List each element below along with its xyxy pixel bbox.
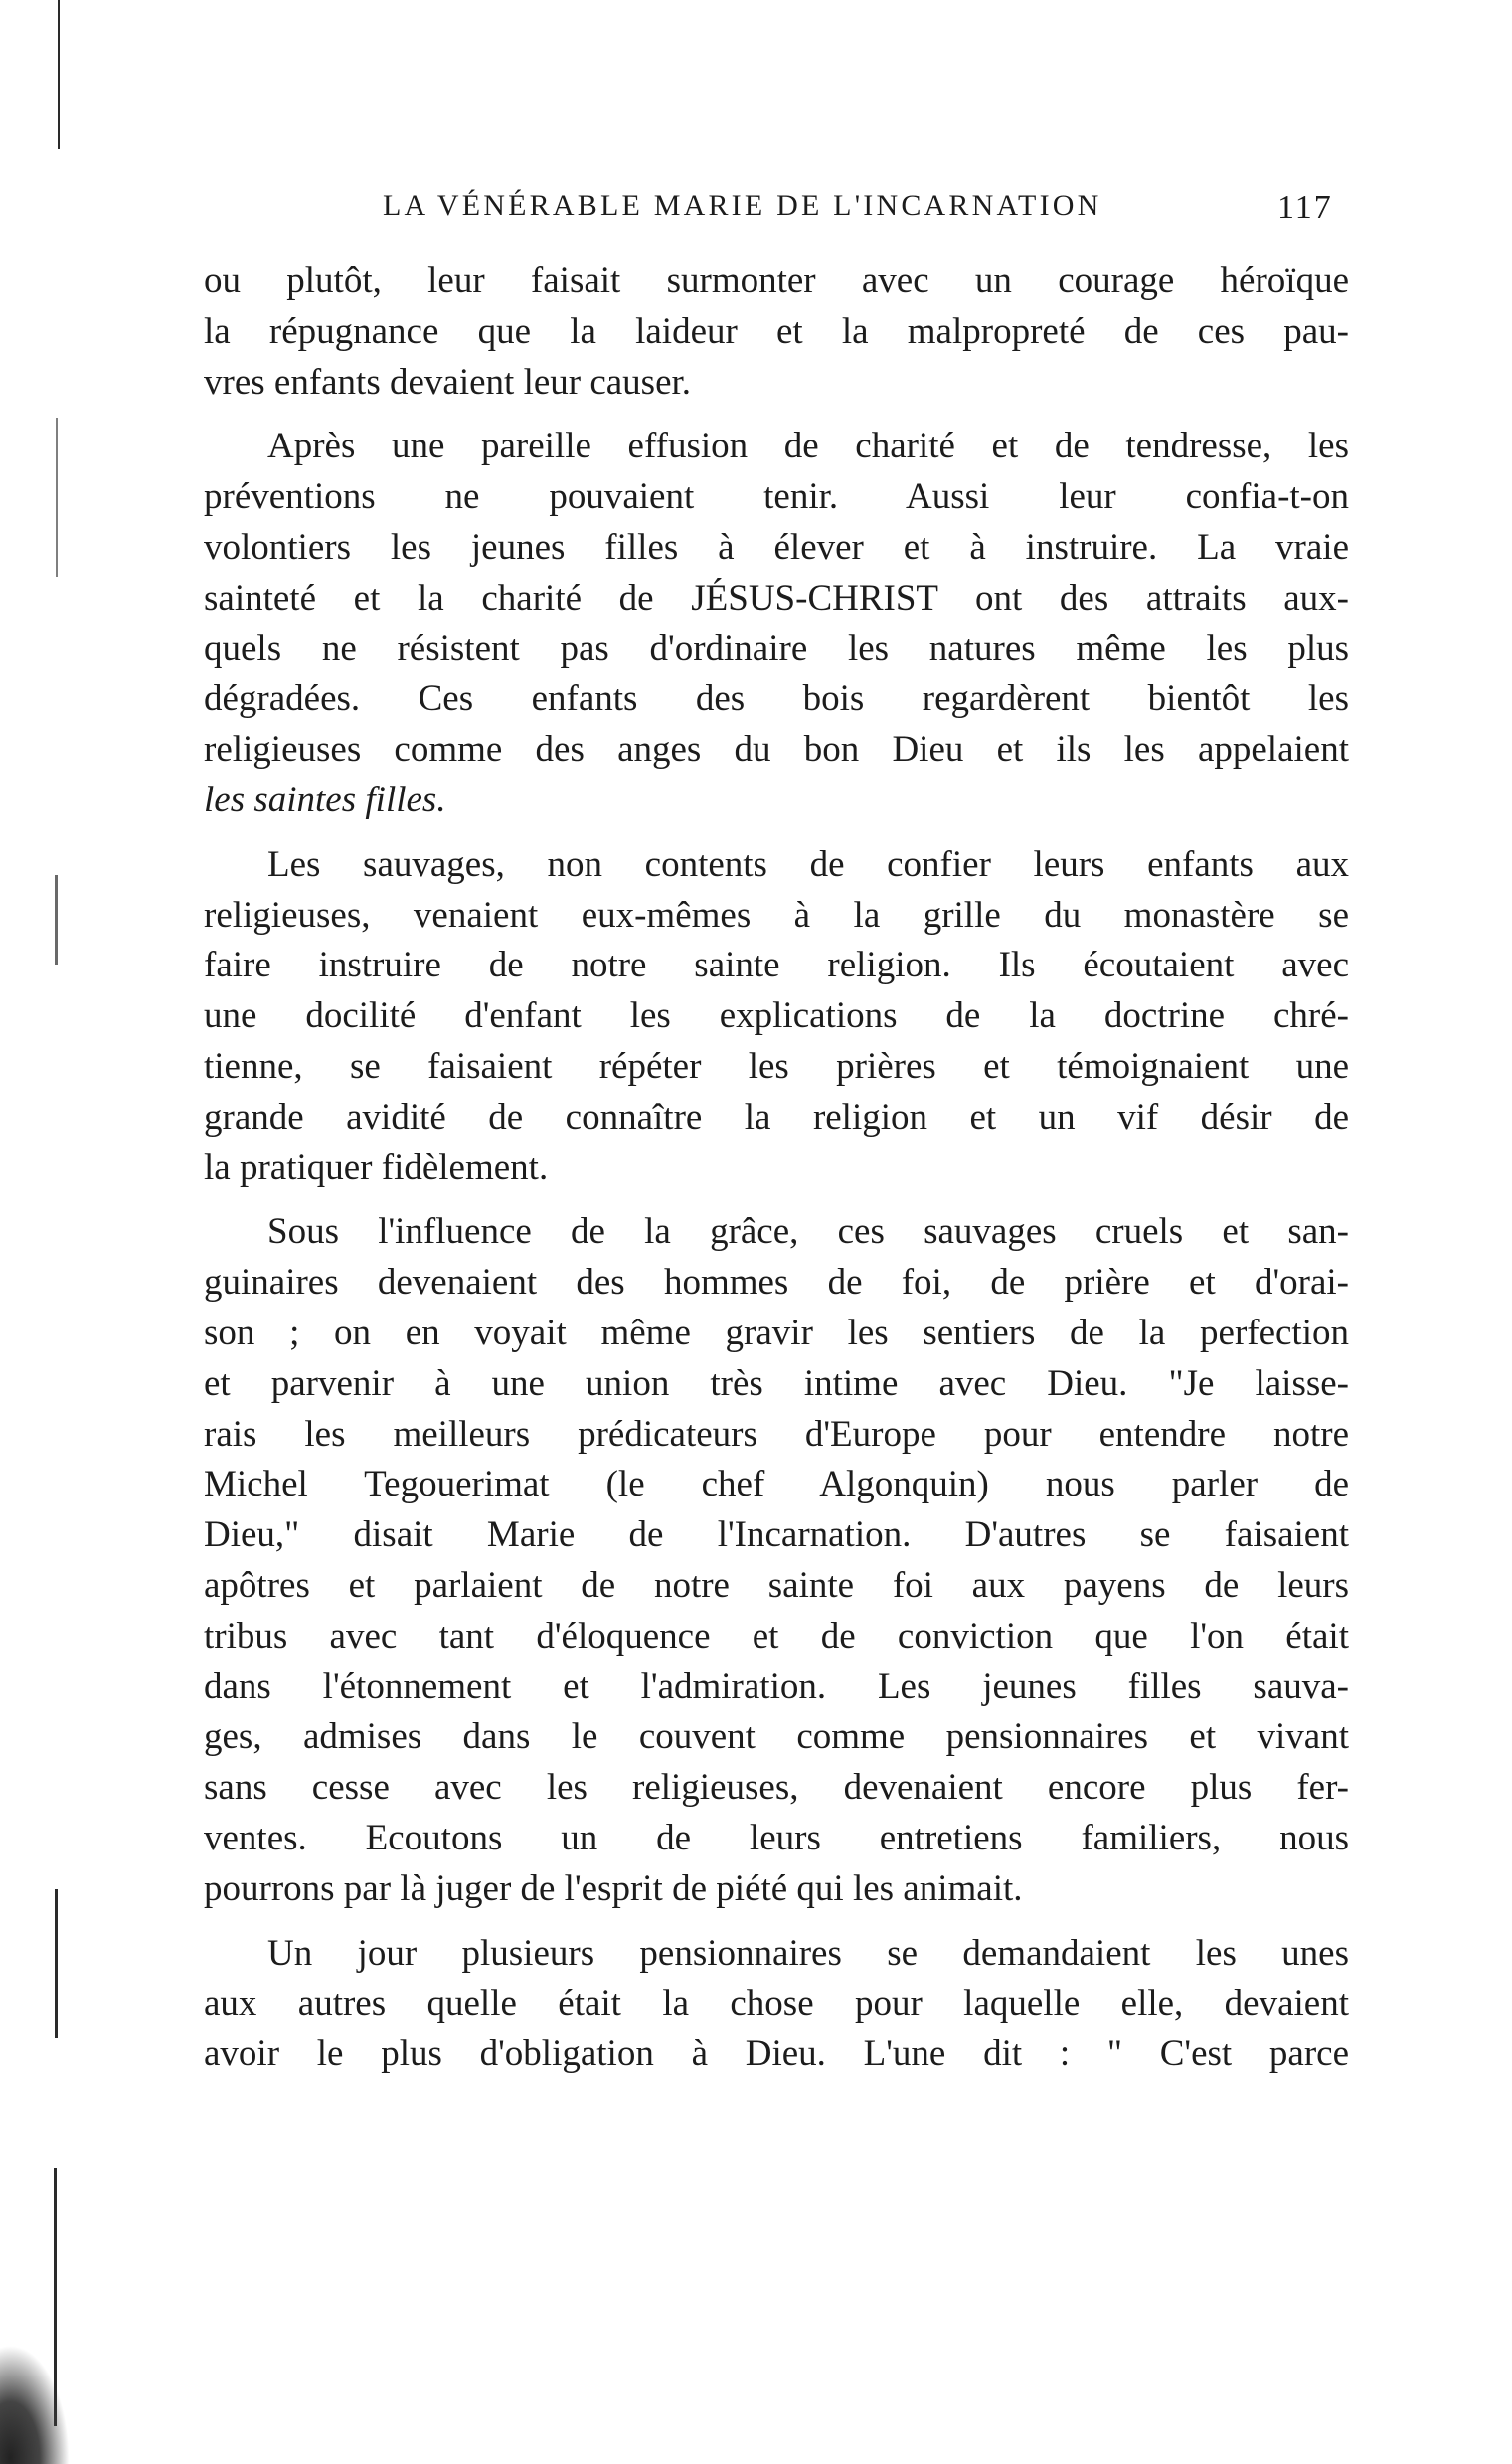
- text-line: vres enfants devaient leur causer.: [204, 361, 692, 403]
- text-line: aux autres quelle était la chose pour laquelle elle, devaient: [204, 1983, 1349, 2024]
- text-line: apôtres et parlaient de notre sainte foi aux payens de leurs: [204, 1564, 1349, 1606]
- text-line: rais les meilleurs prédicateurs d'Europe pour entendre notre: [204, 1413, 1349, 1455]
- text-line: préventions ne pouvaient tenir. Aussi leur confia-t-on: [204, 476, 1349, 518]
- text-line: Les sauvages, non contents de confier leurs enfants aux: [267, 843, 1349, 885]
- page-number: 117: [1277, 189, 1333, 226]
- scan-shadow: [0, 2345, 70, 2464]
- text-line: avoir le plus d'obligation à Dieu. L'une dit : " C'est parce: [204, 2033, 1349, 2075]
- text-line: et parvenir à une union très intime avec Dieu. "Je laisse-: [204, 1362, 1349, 1404]
- body-text: [204, 257, 1349, 2080]
- text-line: sainteté et la charité de JÉSUS-CHRIST ont des attraits aux-: [204, 577, 1349, 618]
- text-line: Après une pareille effusion de charité et de tendresse, les: [267, 426, 1349, 467]
- text-line: la pratiquer fidèlement.: [204, 1146, 549, 1188]
- paragraph: [204, 1207, 1349, 1914]
- text-line: quels ne résistent pas d'ordinaire les natures même les plus: [204, 627, 1349, 669]
- text-line: faire instruire de notre sainte religion. Ils écoutaient avec: [204, 945, 1349, 986]
- text-line: tribus avec tant d'éloquence et de conviction que l'on était: [204, 1615, 1349, 1657]
- binding-line: [55, 875, 58, 965]
- binding-line: [55, 1889, 58, 2038]
- text-line: une docilité d'enfant les explications de la doctrine chré-: [204, 995, 1349, 1037]
- running-title: LA VÉNÉRABLE MARIE DE L'INCARNATION: [383, 189, 1102, 222]
- text-line: religieuses comme des anges du bon Dieu et ils les appelaient: [204, 729, 1349, 771]
- text-line: ventes. Ecoutons un de leurs entretiens familiers, nous: [204, 1817, 1349, 1858]
- text-line: Sous l'influence de la grâce, ces sauvages cruels et san-: [267, 1211, 1349, 1253]
- text-line: ges, admises dans le couvent comme pensionnaires et vivant: [204, 1716, 1349, 1758]
- text-line: la répugnance que la laideur et la malpropreté de ces pau-: [204, 310, 1349, 352]
- text-line: grande avidité de connaître la religion et un vif désir de: [204, 1096, 1349, 1138]
- text-line: Un jour plusieurs pensionnaires se demandaient les unes: [267, 1932, 1349, 1974]
- text-line: sans cesse avec les religieuses, devenaient encore plus fer-: [204, 1767, 1349, 1809]
- text-line: Michel Tegouerimat (le chef Algonquin) nous parler de: [204, 1464, 1349, 1505]
- paragraph: [204, 257, 1349, 408]
- scan-binding-edge: [0, 0, 62, 2464]
- text-line: les saintes filles.: [204, 779, 446, 820]
- text-line: dans l'étonnement et l'admiration. Les jeunes filles sauva-: [204, 1666, 1349, 1707]
- text-line: tienne, se faisaient répéter les prières et témoignaient une: [204, 1045, 1349, 1087]
- text-line: Dieu," disait Marie de l'Incarnation. D'autres se faisaient: [204, 1514, 1349, 1556]
- text-line: dégradées. Ces enfants des bois regardèrent bientôt les: [204, 678, 1349, 720]
- paragraph: [204, 422, 1349, 825]
- paragraph: [204, 1929, 1349, 2080]
- text-line: son ; on en voyait même gravir les sentiers de la perfection: [204, 1312, 1349, 1353]
- text-line: guinaires devenaient des hommes de foi, de prière et d'orai-: [204, 1262, 1349, 1304]
- text-line: religieuses, venaient eux-mêmes à la grille du monastère se: [204, 894, 1349, 936]
- text-line: volontiers les jeunes filles à élever et à instruire. La vraie: [204, 526, 1349, 568]
- text-line: pourrons par là juger de l'esprit de piété qui les animait.: [204, 1867, 1023, 1909]
- paragraph: [204, 840, 1349, 1194]
- text-line: ou plutôt, leur faisait surmonter avec un courage héroïque: [204, 261, 1349, 301]
- binding-line: [56, 418, 58, 577]
- binding-line: [58, 0, 60, 149]
